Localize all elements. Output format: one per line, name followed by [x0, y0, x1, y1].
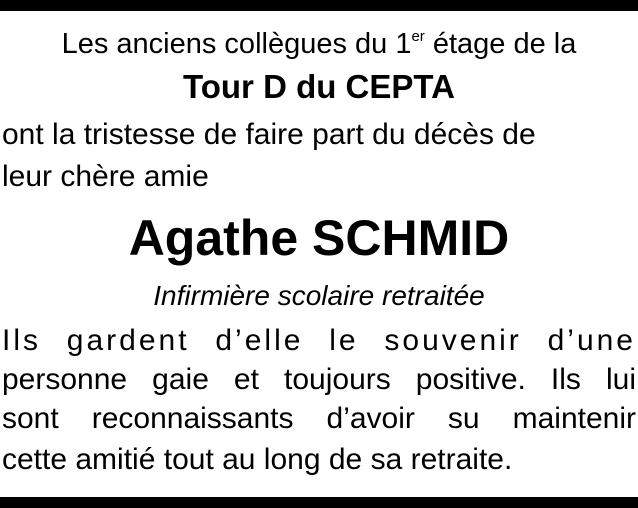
top-border-rule: [0, 0, 638, 11]
intro-suffix: étage de la: [424, 28, 577, 60]
profession-subtitle: Infirmière scolaire retraitée: [153, 280, 485, 311]
bottom-border-rule: [0, 497, 638, 508]
intro-prefix: Les anciens collègues du 1: [61, 28, 412, 60]
deceased-name: Agathe SCHMID: [128, 210, 510, 266]
intro-line: [0, 30, 638, 59]
tribute-line-1: Ils gardent d’elle le souvenir d’une: [2, 324, 636, 357]
ordinal-superscript: er: [411, 28, 425, 45]
tribute-line-2: personne gaie et toujours positive. Ils lui: [2, 363, 636, 396]
organization-heading: Tour D du CEPTA: [183, 68, 455, 105]
tribute-line-4: cette amitié tout au long de sa retraite.: [2, 443, 513, 476]
tribute-line-3: sont reconnaissants d’avoir su maintenir: [2, 402, 636, 435]
announcement-line-2: leur chère amie: [2, 160, 209, 193]
announcement-line-1: ont la tristesse de faire part du décès de: [2, 118, 536, 151]
